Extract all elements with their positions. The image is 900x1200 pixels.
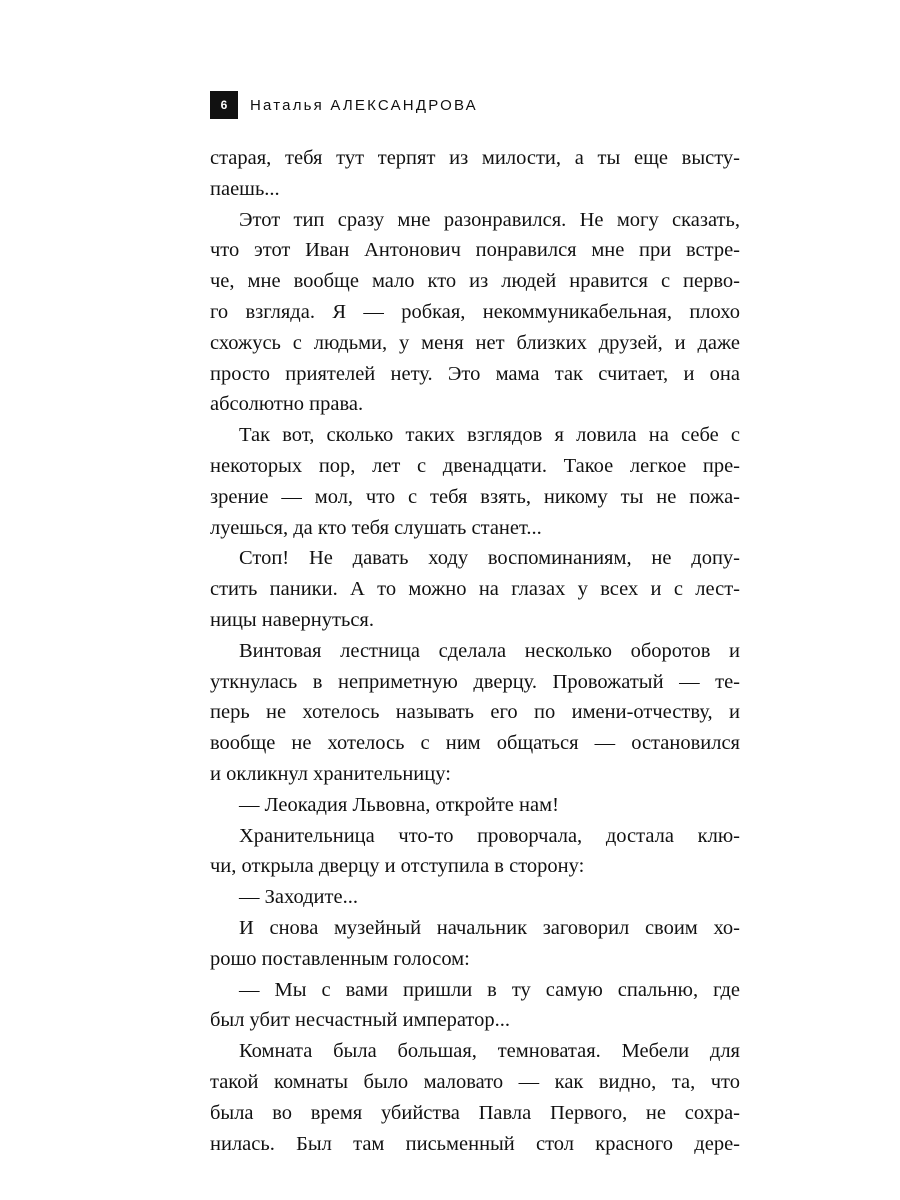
text-line: — Заходите...: [239, 886, 358, 909]
body-text: [210, 143, 740, 1159]
text-line: что этот Иван Антонович понравился мне при встре-: [210, 239, 740, 262]
text-line: некоторых пор, лет с двенадцати. Такое легкое пре-: [210, 454, 740, 477]
text-line: стить паники. А то можно на глазах у всех и с лест-: [210, 578, 740, 601]
text-line: го взгляда. Я — робкая, некоммуникабельная, плохо: [210, 300, 740, 323]
text-line: Этот тип сразу мне разонравился. Не могу сказать,: [239, 208, 740, 231]
running-header: [210, 91, 478, 119]
text-line: чи, открыла дверцу и отступила в сторону:: [210, 855, 585, 878]
text-line: такой комнаты было маловато — как видно, та, что: [210, 1070, 740, 1093]
text-line: и окликнул хранительницу:: [210, 762, 451, 785]
text-line: рошо поставленным голосом:: [210, 947, 470, 970]
text-line: Комната была большая, темноватая. Мебели для: [239, 1040, 740, 1063]
text-line: че, мне вообще мало кто из людей нравится с перво-: [210, 270, 740, 293]
page-number: 6: [210, 91, 238, 119]
text-line: паешь...: [210, 177, 280, 200]
text-line: Хранительница что-то проворчала, достала клю-: [239, 824, 740, 847]
text-line: ницы навернуться.: [210, 608, 374, 631]
text-line: И снова музейный начальник заговорил своим хо-: [239, 916, 740, 939]
text-line: нилась. Был там письменный стол красного дере-: [210, 1132, 740, 1155]
text-line: — Леокадия Львовна, откройте нам!: [239, 793, 559, 816]
text-line: была во время убийства Павла Первого, не сохра-: [210, 1101, 740, 1124]
text-line: вообще не хотелось с ним общаться — остановился: [210, 732, 740, 755]
text-line: просто приятелей нету. Это мама так считает, и она: [210, 362, 740, 385]
text-line: Так вот, сколько таких взглядов я ловила на себе с: [239, 424, 740, 447]
text-line: абсолютно права.: [210, 393, 364, 416]
text-line: Винтовая лестница сделала несколько оборотов и: [239, 639, 740, 662]
author-name: Наталья АЛЕКСАНДРОВА: [250, 96, 478, 114]
text-line: был убит несчастный император...: [210, 1009, 510, 1032]
text-line: луешься, да кто тебя слушать станет...: [210, 516, 542, 539]
text-line: Стоп! Не давать ходу воспоминаниям, не допу-: [239, 547, 740, 570]
text-line: перь не хотелось называть его по имени-отчеству, и: [210, 701, 740, 724]
text-line: схожусь с людьми, у меня нет близких друзей, и даже: [210, 331, 740, 354]
text-line: уткнулась в неприметную дверцу. Провожатый — те-: [210, 670, 740, 693]
text-line: старая, тебя тут терпят из милости, а ты еще высту-: [210, 147, 740, 169]
text-line: зрение — мол, что с тебя взять, никому ты не пожа-: [210, 485, 740, 508]
text-line: — Мы с вами пришли в ту самую спальню, где: [239, 978, 740, 1001]
